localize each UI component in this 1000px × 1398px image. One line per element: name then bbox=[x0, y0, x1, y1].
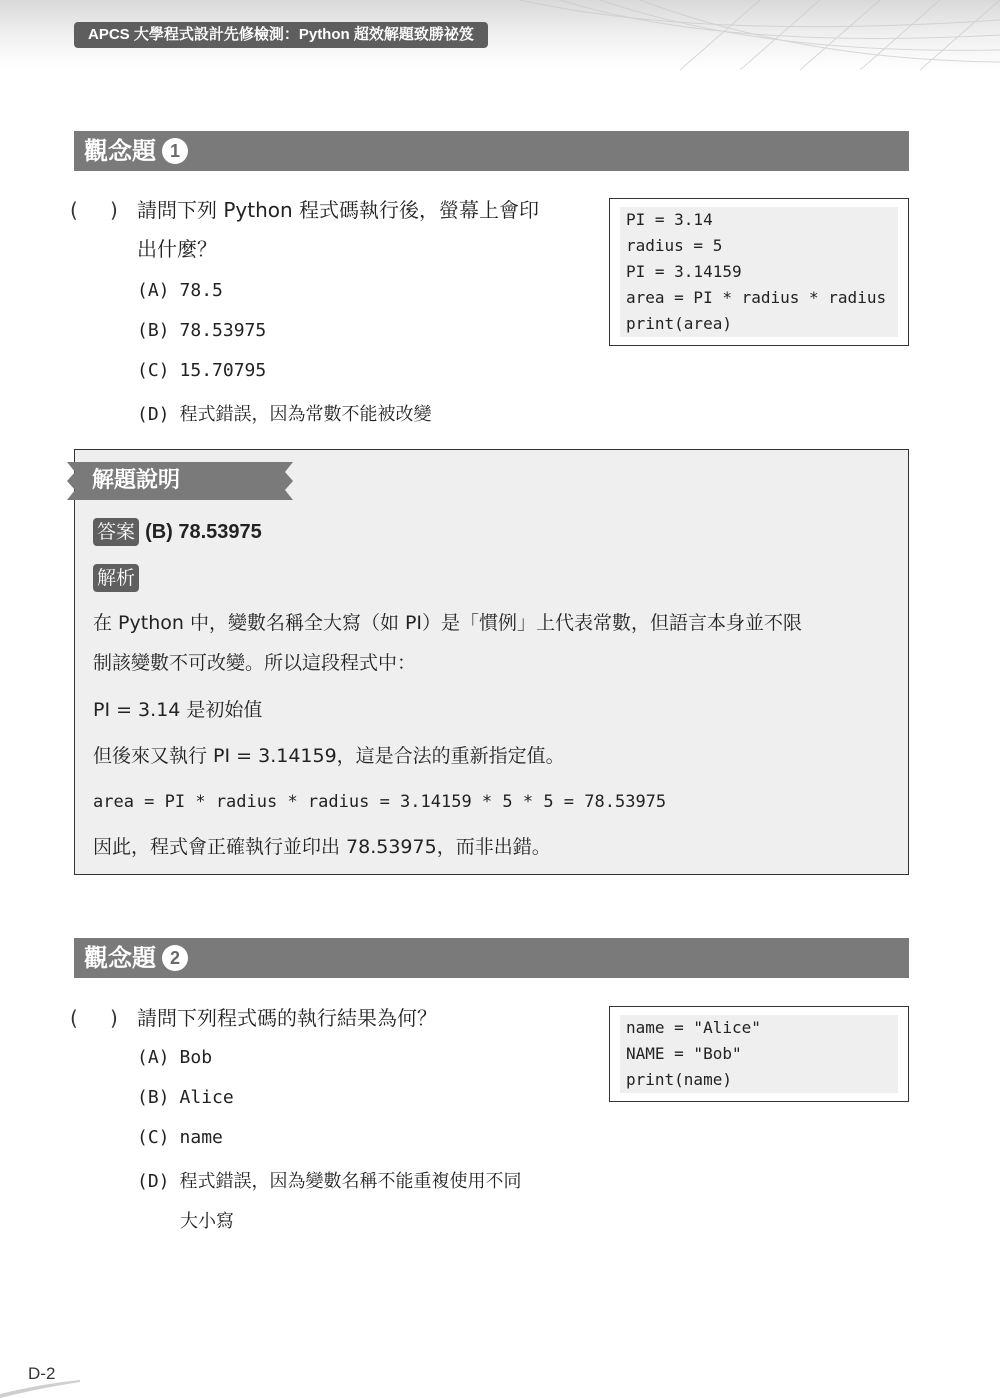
option-a: (A) Bob bbox=[137, 1047, 213, 1068]
answer-blank-close: ) bbox=[110, 198, 118, 222]
answer-value: (B) 78.53975 bbox=[145, 521, 262, 543]
explanation-line: 在 Python 中，變數名稱全大寫（如 PI）是「慣例」上代表常數，但語言本身並不限 bbox=[93, 612, 803, 634]
explanation-line: area = PI * radius * radius = 3.14159 * 5 * 5 = 78.53975 bbox=[93, 792, 667, 812]
answer-row bbox=[93, 517, 262, 547]
answer-blank-open: ( bbox=[70, 198, 78, 222]
option-b: (B) 78.53975 bbox=[137, 320, 267, 341]
section-number-badge: 2 bbox=[162, 945, 188, 971]
code-line: PI = 3.14 bbox=[626, 210, 713, 229]
code-line: name = "Alice" bbox=[626, 1018, 761, 1037]
explanation-box bbox=[74, 449, 909, 875]
section-heading-2 bbox=[74, 938, 909, 978]
answer-label: 答案 bbox=[93, 518, 139, 546]
explanation-tag: 解題說明 bbox=[92, 468, 181, 493]
section-number-badge: 1 bbox=[162, 138, 188, 164]
footer-decoration bbox=[0, 1380, 120, 1398]
code-block-1 bbox=[609, 198, 909, 346]
option-c: (C) name bbox=[137, 1127, 223, 1148]
section-title: 觀念題 bbox=[84, 944, 156, 972]
question-text-cont: 出什麼？ bbox=[137, 237, 217, 261]
analysis-label: 解析 bbox=[93, 564, 139, 592]
option-d: (D) 程式錯誤，因為變數名稱不能重複使用不同 bbox=[137, 1171, 522, 1192]
option-d: (D) 程式錯誤，因為常數不能被改變 bbox=[137, 404, 432, 425]
question-text: 請問下列程式碼的執行結果為何？ bbox=[137, 1006, 437, 1030]
answer-blank-open: ( bbox=[70, 1006, 78, 1030]
header-band bbox=[0, 0, 1000, 70]
section-title: 觀念題 bbox=[84, 137, 156, 165]
code-block-2 bbox=[609, 1006, 909, 1102]
explanation-line: 因此，程式會正確執行並印出 78.53975，而非出錯。 bbox=[93, 836, 551, 858]
option-d-cont: 大小寫 bbox=[180, 1211, 234, 1232]
code-line: PI = 3.14159 bbox=[626, 262, 742, 281]
explanation-line: 制該變數不可改變。所以這段程式中： bbox=[93, 652, 417, 674]
explanation-line: PI = 3.14 是初始值 bbox=[93, 699, 263, 721]
option-b: (B) Alice bbox=[137, 1087, 234, 1108]
question-text: 請問下列 Python 程式碼執行後，螢幕上會印 bbox=[137, 198, 540, 222]
section-heading-1 bbox=[74, 131, 909, 171]
page-number: D-2 bbox=[28, 1364, 56, 1383]
analysis-row bbox=[93, 563, 139, 593]
book-title: APCS 大學程式設計先修檢測：Python 超效解題致勝祕笈 bbox=[74, 22, 488, 48]
code-line: radius = 5 bbox=[626, 236, 723, 255]
code-line: NAME = "Bob" bbox=[626, 1044, 742, 1063]
code-line: area = PI * radius * radius bbox=[626, 288, 887, 307]
code-line: print(name) bbox=[626, 1070, 732, 1089]
code-line: print(area) bbox=[626, 314, 732, 333]
option-c: (C) 15.70795 bbox=[137, 360, 267, 381]
answer-blank-close: ) bbox=[110, 1006, 118, 1030]
option-a: (A) 78.5 bbox=[137, 280, 223, 301]
explanation-line: 但後來又執行 PI = 3.14159，這是合法的重新指定值。 bbox=[93, 745, 565, 767]
